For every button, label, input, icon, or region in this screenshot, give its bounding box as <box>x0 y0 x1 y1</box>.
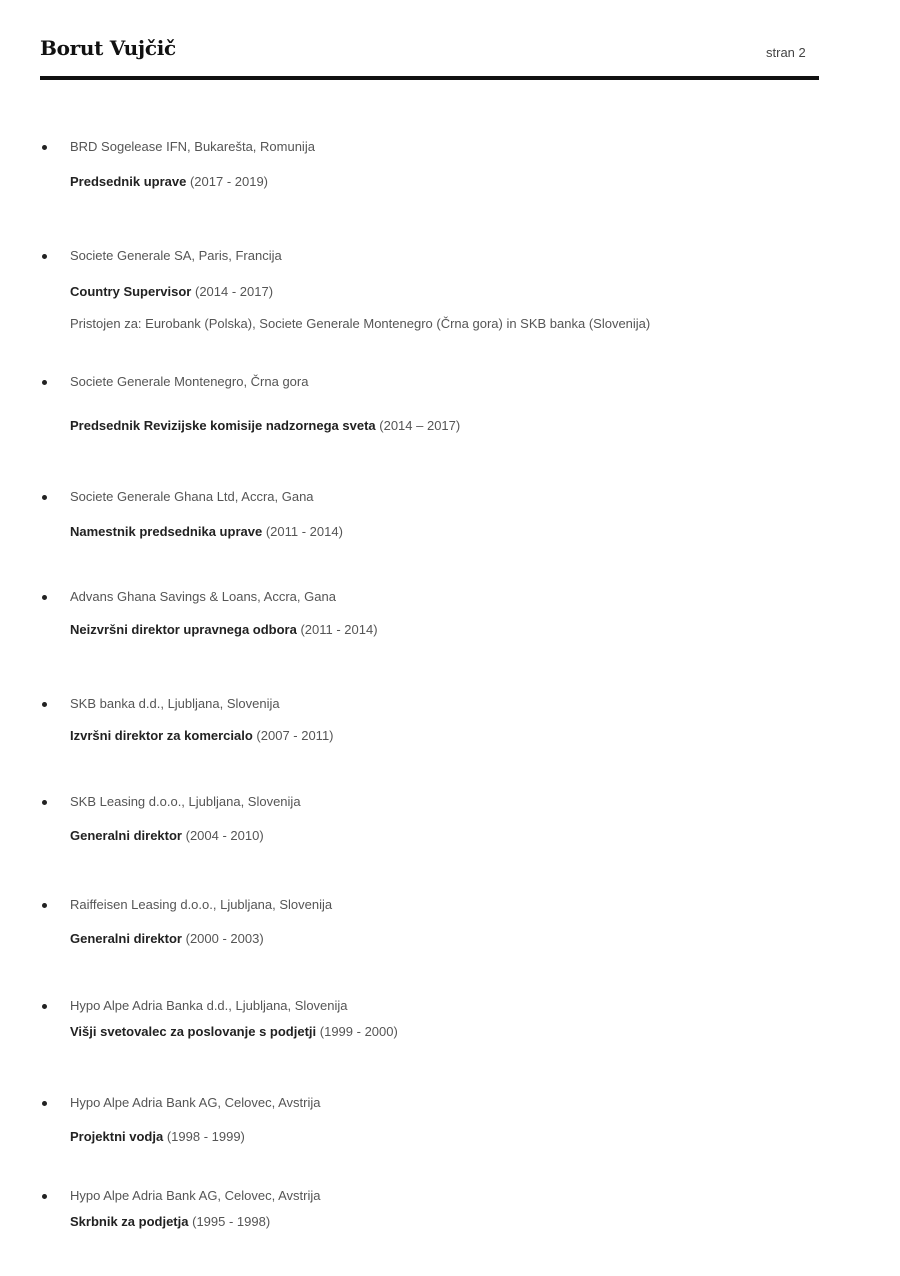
bullet-icon <box>42 903 47 908</box>
bullet-icon <box>42 702 47 707</box>
bullet-icon <box>42 1101 47 1106</box>
period: (2014 - 2017) <box>194 284 274 299</box>
position <box>70 418 460 434</box>
position <box>70 524 343 540</box>
position <box>70 622 378 638</box>
role-title: Projektni vodja <box>70 1129 164 1144</box>
role-title: Predsednik Revizijske komisije nadzornega sveta <box>70 418 376 433</box>
bullet-icon <box>42 800 47 805</box>
period: (1998 - 1999) <box>166 1129 245 1144</box>
organization: Societe Generale SA, Paris, Francija <box>70 248 282 263</box>
role-title: Namestnik predsednika uprave <box>70 524 263 539</box>
organization: BRD Sogelease IFN, Bukarešta, Romunija <box>70 139 315 154</box>
position <box>70 1024 398 1040</box>
role-title: Neizvršni direktor upravnega odbora <box>70 622 297 637</box>
period: (1995 - 1998) <box>192 1214 271 1229</box>
bullet-icon <box>42 495 47 500</box>
page-number: stran 2 <box>766 45 806 60</box>
role-title: Višji svetovalec za poslovanje s podjetji <box>70 1024 317 1039</box>
bullet-icon <box>42 380 47 385</box>
period: (2007 - 2011) <box>256 728 334 743</box>
period: (2004 - 2010) <box>185 828 264 843</box>
position <box>70 931 264 947</box>
position <box>70 174 268 190</box>
role-title: Generalni direktor <box>70 828 182 843</box>
position <box>70 728 334 744</box>
author-name: Borut Vujčič <box>40 36 176 60</box>
role-title: Country Supervisor <box>70 284 192 299</box>
period: (1999 - 2000) <box>319 1024 398 1039</box>
organization: Advans Ghana Savings & Loans, Accra, Gana <box>70 589 336 604</box>
organization: Societe Generale Montenegro, Črna gora <box>70 374 309 389</box>
organization: Hypo Alpe Adria Bank AG, Celovec, Avstrija <box>70 1188 321 1203</box>
organization: Hypo Alpe Adria Banka d.d., Ljubljana, Slovenija <box>70 998 348 1013</box>
organization: Societe Generale Ghana Ltd, Accra, Gana <box>70 489 314 504</box>
position <box>70 828 264 844</box>
role-title: Predsednik uprave <box>70 174 187 189</box>
bullet-icon <box>42 595 47 600</box>
role-title: Generalni direktor <box>70 931 182 946</box>
organization: Raiffeisen Leasing d.o.o., Ljubljana, Slovenija <box>70 897 333 912</box>
header-divider <box>40 76 819 80</box>
bullet-icon <box>42 1194 47 1199</box>
responsibility-note: Pristojen za: Eurobank (Polska), Societe Generale Montenegro (Črna gora) in SKB banka (Slovenija) <box>70 316 651 331</box>
period: (2011 - 2014) <box>300 622 378 637</box>
position <box>70 1214 270 1230</box>
organization: Hypo Alpe Adria Bank AG, Celovec, Avstrija <box>70 1095 321 1110</box>
period: (2011 - 2014) <box>265 524 343 539</box>
bullet-icon <box>42 254 47 259</box>
position <box>70 284 273 300</box>
role-title: Izvršni direktor za komercialo <box>70 728 253 743</box>
bullet-icon <box>42 1004 47 1009</box>
period: (2014 – 2017) <box>379 418 461 433</box>
period: (2000 - 2003) <box>185 931 264 946</box>
position <box>70 1129 245 1145</box>
period: (2017 - 2019) <box>189 174 269 189</box>
organization: SKB banka d.d., Ljubljana, Slovenija <box>70 696 280 711</box>
organization: SKB Leasing d.o.o., Ljubljana, Slovenija <box>70 794 301 809</box>
bullet-icon <box>42 145 47 150</box>
role-title: Skrbnik za podjetja <box>70 1214 189 1229</box>
